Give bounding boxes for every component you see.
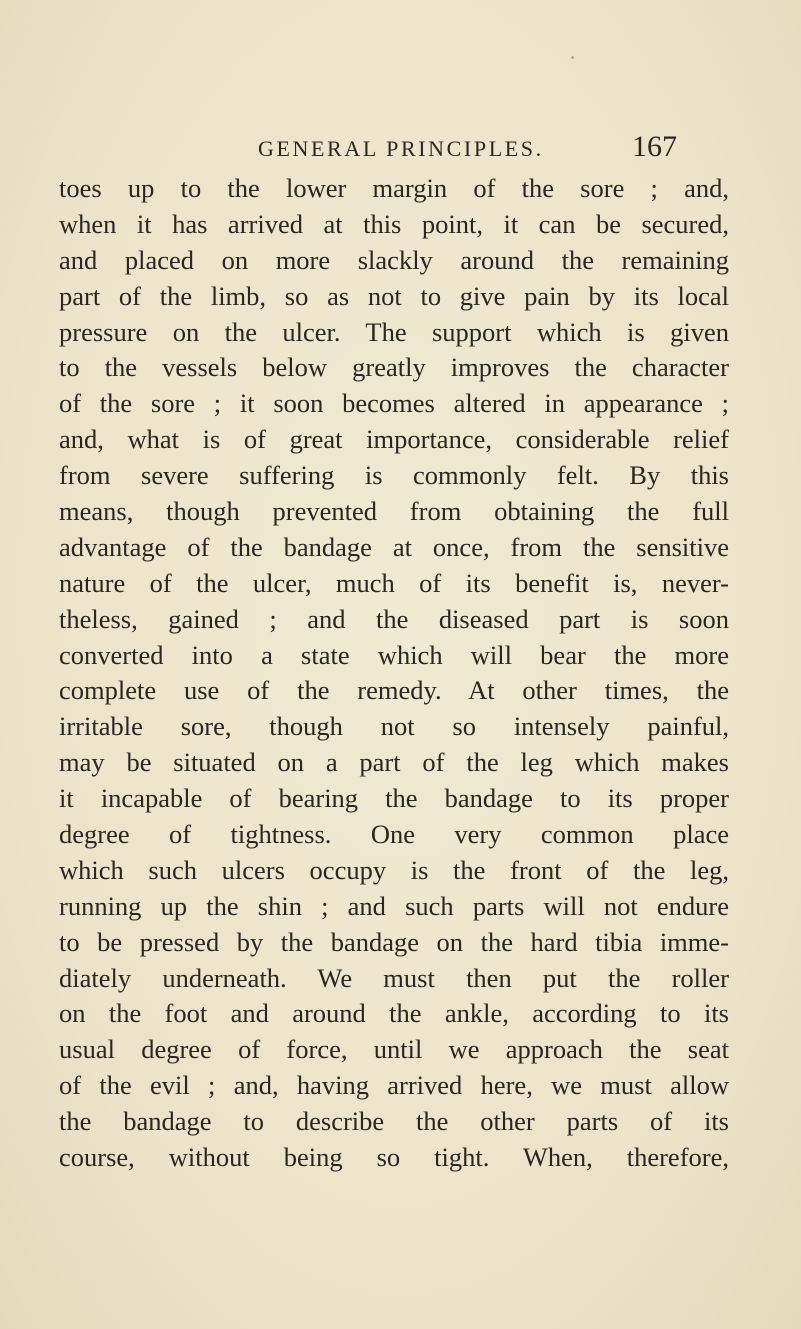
text-line: it incapable of bearing the bandage to its proper (59, 783, 729, 814)
text-line: pressure on the ulcer. The support which is given (59, 316, 729, 347)
text-line: theless, gained ; and the diseased part is soon (59, 603, 729, 634)
text-line: irritable sore, though not so intensely painful, (59, 711, 729, 742)
running-head: GENERAL PRINCIPLES. (258, 136, 544, 161)
text-line: and placed on more slackly around the remaining (59, 244, 729, 275)
text-line: from severe suffering is commonly felt. By this (59, 460, 729, 491)
body-text (59, 171, 729, 1176)
ink-speck (570, 55, 574, 59)
text-line: toes up to the lower margin of the sore ; and, (59, 173, 729, 203)
text-line: converted into a state which will bear the more (59, 639, 729, 670)
text-line: advantage of the bandage at once, from the sensitive (59, 531, 729, 562)
text-line: to be pressed by the bandage on the hard tibia imme- (59, 926, 729, 957)
text-line: when it has arrived at this point, it can be secured, (59, 208, 729, 239)
text-line: diately underneath. We must then put the roller (59, 962, 729, 993)
page-header (0, 130, 801, 166)
text-line: of the sore ; it soon becomes altered in appearance ; (59, 388, 729, 419)
text-line: may be situated on a part of the leg which makes (59, 747, 729, 778)
text-line: means, though prevented from obtaining the full (59, 496, 729, 527)
text-line: the bandage to describe the other parts of its (59, 1106, 729, 1137)
text-line: degree of tightness. One very common place (59, 819, 729, 850)
text-line: to the vessels below greatly improves the character (59, 352, 729, 383)
text-line: course, without being so tight. When, therefore, (59, 1142, 729, 1173)
text-line: nature of the ulcer, much of its benefit is, never- (59, 567, 729, 598)
text-line: and, what is of great importance, considerable relief (59, 424, 729, 455)
text-line: of the evil ; and, having arrived here, we must allow (59, 1070, 729, 1101)
text-line: running up the shin ; and such parts will not endure (59, 890, 729, 921)
text-line: on the foot and around the ankle, according to its (59, 998, 729, 1029)
text-line: complete use of the remedy. At other times, the (59, 675, 729, 706)
page-number: 167 (632, 130, 677, 163)
text-line: part of the limb, so as not to give pain by its local (59, 280, 729, 311)
text-line: which such ulcers occupy is the front of the leg, (59, 854, 729, 885)
text-line: usual degree of force, until we approach the seat (59, 1034, 729, 1065)
